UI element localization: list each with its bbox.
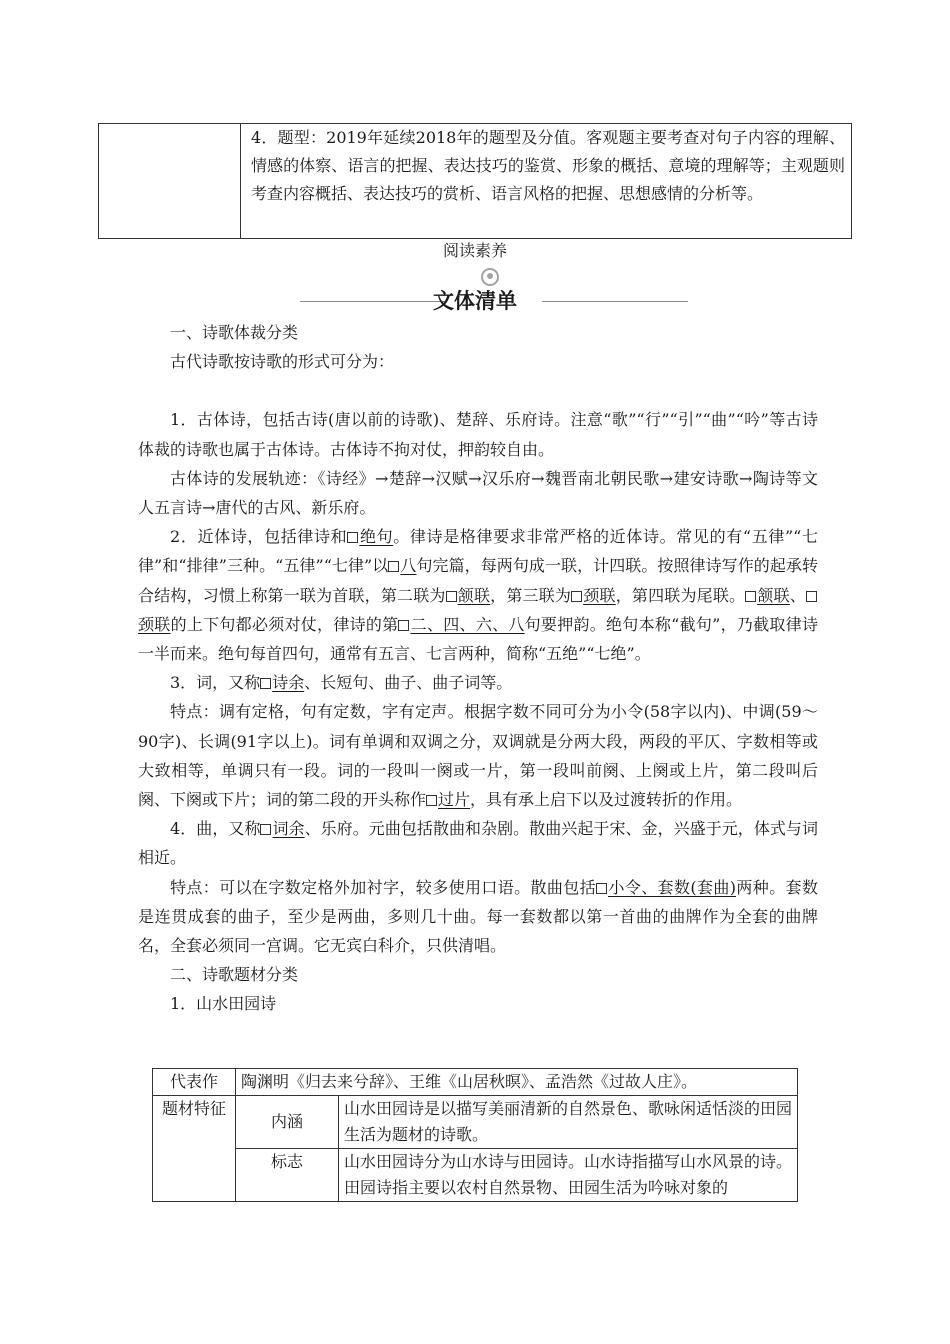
paragraph-qu: 4．曲，又称 词余、乐府。元曲包括散曲和杂剧。散曲兴起于宋、金，兴盛于元，体式与词相近。 xyxy=(138,819,818,868)
paragraph-modern-poetry: 2．近体诗，包括律诗和 绝句。律诗是格律要求非常严格的近体诗。常见的有“五律”“七律”和“排律”三种。“五律”“七律”以 八句完篇，每两句成一联，计四联。按照律诗写作的起承转合结构，习惯上称第一联为首联，第二联为 颔联，第三联为 颈联，第四联为尾联。 颔联、颈联的上下句都必须对仗，律诗的第 二、四、六、八句要押韵。绝句本称“截句”，乃截取律诗一半而来。绝句每首四句，通常有五言、七言两种，简称“五绝”“七绝”。 xyxy=(138,527,818,664)
blank-box-icon xyxy=(446,591,457,602)
heading-subject: 二、诗歌题材分类 xyxy=(170,965,299,985)
reading-title: 阅读素养 xyxy=(442,241,507,260)
table-row xyxy=(153,1149,798,1202)
blank-box-icon xyxy=(260,678,271,689)
paragraph-ancient-poetry: 1．古体诗，包括古诗(唐以前的诗歌)、楚辞、乐府诗。注意“歌”“行”“引”“曲”“吟”等古诗体裁的诗歌也属于古体诗。古体诗不拘对仗，押韵较自由。 xyxy=(138,410,818,459)
blank-box-icon xyxy=(388,561,399,572)
blank-box-icon xyxy=(398,620,409,631)
paragraph-qu-features: 特点：可以在字数定格外加衬字，较多使用口语。散曲包括 小令、套数(套曲)两种。套数是连贯成套的曲子，至少是两曲，多则几十曲。每一套数都以第一首曲的曲牌作为全套的曲牌名，全套必须同一宫调。它无宾白科介，只供清唱。 xyxy=(138,877,818,956)
table-cell-value: 山水田园诗是以描写美丽清新的自然景色、歌咏闲适恬淡的田园生活为题材的诗歌。 xyxy=(339,1096,798,1149)
blank-box-icon xyxy=(596,883,607,894)
section-title: 文体清单 xyxy=(433,289,517,313)
intro-table-right-cell: 4．题型：2019年延续2018年的题型及分值。客观题主要考查对句子内容的理解、情感的体察、语言的把握、表达技巧的鉴赏、形象的概括、意境的理解等；主观题则考查内容概括、表达技巧的赏析、语言风格的把握、思想感情的分析等。 xyxy=(251,128,845,203)
table-cell-label: 代表作 xyxy=(153,1069,236,1096)
table-cell-sublabel: 内涵 xyxy=(236,1096,339,1149)
table-cell-value: 陶渊明《归去来兮辞》、王维《山居秋暝》、孟浩然《过故人庄》。 xyxy=(236,1069,798,1096)
paragraph-ci: 3．词，又称 诗余、长短句、曲子、曲子词等。 xyxy=(170,673,513,693)
blank-box-icon xyxy=(426,795,437,806)
table-cell-label: 题材特征 xyxy=(153,1096,236,1202)
table-row xyxy=(153,1069,798,1096)
heading-genre: 一、诗歌体裁分类 xyxy=(170,323,299,342)
body-text xyxy=(138,318,818,1019)
intro-table xyxy=(98,123,852,239)
blank-box-icon xyxy=(571,591,582,602)
location-pin-icon xyxy=(481,268,499,286)
blank-box-icon xyxy=(745,591,756,602)
blank-box-icon xyxy=(260,824,271,835)
section-rule-right xyxy=(542,301,688,302)
table-row xyxy=(153,1096,798,1149)
blank-box-icon xyxy=(806,591,817,602)
paragraph-development: 古体诗的发展轨迹：《诗经》→楚辞→汉赋→汉乐府→魏晋南北朝民歌→建安诗歌→陶诗等文人五言诗→唐代的古风、新乐府。 xyxy=(138,468,818,518)
subheading-landscape: 1．山水田园诗 xyxy=(170,994,277,1014)
landscape-poetry-table xyxy=(152,1068,798,1202)
blank-box-icon xyxy=(347,532,358,543)
paragraph-ci-features: 特点：调有定格，句有定数，字有定声。根据字数不同可分为小令(58字以内)、中调(59～90字)、长调(91字以上)。词有单调和双调之分，双调就是分两大段，两段的平仄、字数相等或大致相等，单调只有一段。词的一段叫一阕或一片，第一段叫前阕、上阕或上片，第二段叫后阕、下阕或下片；词的第二段的开头称作 过片，具有承上启下以及过渡转折的作用。 xyxy=(138,702,818,810)
table-cell-sublabel: 标志 xyxy=(236,1149,339,1202)
intro-line: 古代诗歌按诗歌的形式可分为： xyxy=(170,352,395,372)
table-cell-value: 山水田园诗分为山水诗与田园诗。山水诗指描写山水风景的诗。田园诗指主要以农村自然景物、田园生活为吟咏对象的 xyxy=(339,1149,798,1202)
intro-table-left-cell xyxy=(99,124,241,238)
